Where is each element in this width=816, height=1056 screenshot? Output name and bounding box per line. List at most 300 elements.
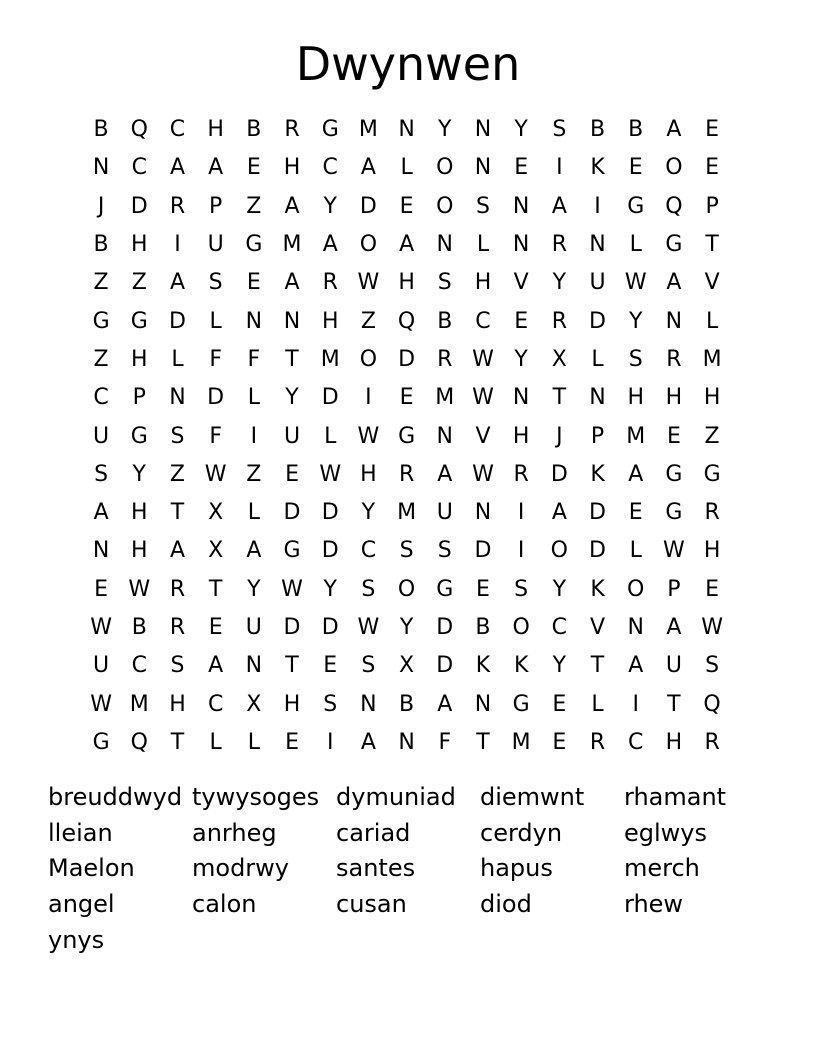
grid-letter: Z: [131, 270, 147, 296]
grid-letter: H: [474, 270, 492, 296]
grid-letter: A: [284, 270, 300, 296]
grid-letter: U: [245, 615, 262, 640]
grid-letter: M: [358, 117, 378, 143]
grid-letter: J: [556, 423, 563, 449]
puzzle-title: Dwynwen: [295, 37, 521, 91]
grid-letter: N: [169, 385, 186, 411]
grid-letter: O: [550, 538, 568, 564]
grid-letter: V: [704, 270, 720, 296]
grid-letter: A: [93, 500, 109, 526]
grid-letter: H: [207, 117, 224, 143]
grid-letter: H: [703, 538, 721, 564]
grid-letter: X: [208, 538, 224, 564]
grid-letter: A: [284, 193, 300, 219]
grid-letter: Y: [247, 576, 261, 602]
grid-letter: N: [512, 232, 530, 258]
grid-letter: A: [246, 538, 262, 564]
grid-letter: L: [629, 538, 642, 564]
grid-letter: R: [551, 232, 567, 258]
grid-letter: R: [704, 729, 720, 755]
grid-letter: B: [93, 232, 109, 258]
grid-letter: D: [589, 308, 606, 334]
grid-letter: O: [665, 155, 683, 181]
grid-letter: A: [666, 117, 682, 143]
grid-letter: S: [628, 346, 643, 372]
grid-letter: I: [556, 155, 563, 181]
grid-letter: S: [475, 193, 490, 219]
grid-letter: B: [131, 615, 147, 640]
grid-letter: K: [475, 653, 491, 679]
grid-letter: I: [517, 538, 525, 564]
grid-letter: Y: [399, 615, 414, 640]
grid-letter: G: [130, 423, 148, 449]
word-list-item: tywysoges: [192, 783, 320, 811]
grid-letter: R: [551, 308, 567, 334]
grid-letter: F: [247, 346, 261, 372]
word-list: [48, 780, 768, 958]
grid-letter: E: [285, 461, 299, 487]
grid-letter: G: [665, 232, 683, 258]
grid-letter: W: [624, 270, 647, 296]
grid-letter: R: [589, 729, 606, 755]
word-list-item: rhamant: [624, 783, 727, 811]
grid-letter: E: [399, 385, 414, 411]
grid-letter: H: [512, 423, 530, 449]
grid-letter: A: [551, 193, 567, 219]
grid-letter: D: [398, 346, 416, 372]
grid-letter: G: [436, 576, 454, 602]
grid-letter: C: [475, 308, 491, 334]
grid-letter: T: [285, 346, 299, 372]
grid-letter: G: [665, 500, 683, 526]
grid-letter: H: [283, 155, 301, 181]
grid-letter: K: [590, 461, 605, 487]
grid-letter: M: [282, 232, 302, 258]
grid-letter: H: [169, 691, 186, 717]
grid-letter: E: [246, 270, 261, 296]
grid-letter: X: [399, 653, 415, 679]
grid-letter: I: [250, 423, 258, 449]
grid-letter: B: [93, 117, 109, 143]
grid-letter: L: [324, 423, 337, 449]
grid-letter: W: [472, 461, 494, 487]
grid-letter: N: [512, 385, 530, 411]
grid-letter: G: [512, 691, 530, 717]
grid-letter: W: [128, 576, 151, 602]
grid-letter: K: [513, 653, 529, 679]
grid-letter: L: [591, 346, 604, 372]
grid-letter: Y: [552, 270, 567, 296]
grid-letter: U: [665, 653, 682, 679]
grid-letter: A: [437, 461, 453, 487]
grid-letter: E: [666, 423, 681, 449]
grid-letter: G: [92, 308, 110, 334]
grid-letter: H: [131, 346, 148, 372]
grid-letter: I: [365, 385, 372, 411]
grid-letter: K: [590, 155, 605, 181]
grid-letter: U: [436, 500, 453, 526]
grid-letter: A: [399, 232, 415, 258]
grid-letter: E: [705, 576, 720, 602]
grid-letter: A: [628, 653, 644, 679]
grid-letter: X: [208, 500, 224, 526]
grid-letter: Y: [628, 308, 643, 334]
word-list-item: calon: [192, 890, 257, 919]
grid-letter: H: [627, 385, 644, 411]
grid-letter: S: [323, 691, 338, 717]
grid-letter: G: [627, 193, 645, 219]
grid-letter: B: [589, 117, 606, 143]
grid-letter: T: [552, 385, 567, 411]
grid-letter: O: [627, 576, 645, 602]
grid-letter: A: [666, 615, 682, 640]
grid-letter: L: [591, 691, 604, 717]
grid-letter: W: [357, 615, 380, 640]
grid-letter: V: [475, 423, 491, 449]
grid-letter: K: [590, 576, 605, 602]
grid-letter: W: [319, 461, 342, 487]
grid-letter: R: [169, 615, 186, 640]
grid-letter: H: [665, 729, 683, 755]
grid-letter: D: [130, 193, 148, 219]
grid-letter: S: [94, 461, 109, 487]
grid-letter: H: [131, 232, 148, 258]
grid-letter: Z: [246, 461, 262, 487]
grid-letter: Y: [132, 461, 146, 487]
grid-letter: M: [397, 500, 417, 526]
word-list-item: santes: [336, 854, 416, 883]
grid-letter: S: [437, 270, 452, 296]
grid-letter: T: [476, 729, 490, 755]
grid-letter: H: [321, 308, 339, 334]
grid-letter: S: [705, 653, 720, 679]
grid-letter: I: [517, 500, 525, 526]
grid-letter: A: [628, 461, 644, 487]
grid-letter: N: [474, 691, 492, 717]
grid-letter: I: [594, 193, 601, 219]
grid-letter: N: [92, 538, 110, 564]
grid-letter: N: [398, 729, 415, 755]
grid-letter: N: [360, 691, 377, 717]
grid-letter: D: [321, 385, 339, 411]
grid-letter: S: [399, 538, 414, 564]
grid-letter: N: [589, 385, 606, 411]
grid-letter: E: [705, 155, 720, 181]
grid-letter: A: [360, 155, 376, 181]
grid-letter: C: [131, 653, 147, 679]
grid-letter: Y: [361, 500, 376, 526]
grid-letter: E: [628, 155, 643, 181]
grid-letter: N: [436, 232, 454, 258]
grid-letter: C: [628, 729, 644, 755]
grid-letter: S: [208, 270, 223, 296]
word-list-item: merch: [624, 854, 700, 883]
grid-letter: B: [246, 117, 262, 143]
grid-letter: N: [245, 308, 263, 334]
grid-letter: H: [703, 385, 721, 411]
grid-letter: M: [702, 346, 722, 372]
grid-letter: D: [589, 538, 606, 564]
grid-letter: X: [551, 346, 567, 372]
grid-letter: W: [357, 270, 380, 296]
grid-letter: P: [590, 423, 605, 449]
grid-letter: L: [629, 232, 642, 258]
word-list-item: lleian: [48, 818, 113, 847]
grid-letter: N: [665, 308, 683, 334]
grid-letter: D: [321, 538, 339, 564]
grid-letter: D: [321, 500, 339, 526]
word-list-item: Maelon: [48, 854, 135, 883]
grid-letter: Y: [438, 117, 452, 143]
grid-letter: T: [285, 653, 299, 679]
grid-letter: Z: [169, 461, 185, 487]
grid-letter: Q: [130, 729, 148, 755]
grid-letter: R: [513, 461, 529, 487]
word-list-item: cusan: [336, 890, 407, 919]
grid-letter: R: [169, 576, 186, 602]
word-list-item: rhew: [624, 890, 684, 919]
grid-letter: P: [209, 193, 223, 219]
grid-letter: P: [667, 576, 681, 602]
grid-letter: U: [93, 653, 110, 679]
grid-letter: C: [551, 615, 568, 640]
grid-letter: T: [170, 500, 185, 526]
grid-letter: H: [283, 691, 301, 717]
grid-letter: C: [93, 385, 109, 411]
grid-letter: I: [174, 232, 181, 258]
grid-letter: M: [626, 423, 646, 449]
grid-letter: D: [359, 193, 377, 219]
grid-letter: N: [436, 423, 454, 449]
grid-letter: D: [283, 615, 301, 640]
grid-letter: Q: [397, 308, 416, 334]
grid-letter: A: [666, 270, 682, 296]
grid-letter: B: [399, 691, 415, 717]
grid-letter: R: [284, 117, 300, 143]
grid-letter: W: [472, 346, 494, 372]
grid-letter: O: [436, 193, 454, 219]
grid-letter: L: [247, 729, 260, 755]
word-list-item: ynys: [48, 925, 105, 954]
grid-letter: C: [322, 155, 338, 181]
grid-letter: Y: [552, 576, 567, 602]
grid-letter: R: [169, 193, 186, 219]
grid-letter: W: [701, 615, 723, 640]
word-list-item: hapus: [480, 854, 553, 883]
grid-letter: E: [476, 576, 490, 602]
grid-letter: S: [514, 576, 529, 602]
word-list-item: breuddwyd: [48, 783, 183, 811]
grid-letter: A: [322, 232, 338, 258]
grid-letter: Q: [665, 193, 683, 219]
grid-letter: C: [131, 155, 147, 181]
grid-letter: F: [438, 729, 452, 755]
grid-letter: T: [208, 576, 223, 602]
grid-letter: Z: [704, 423, 720, 449]
grid-letter: E: [552, 729, 567, 755]
grid-letter: E: [399, 193, 414, 219]
grid-letter: H: [360, 461, 377, 487]
grid-letter: R: [437, 346, 453, 372]
grid-letter: L: [209, 729, 222, 755]
grid-letter: Y: [323, 576, 337, 602]
grid-letter: Q: [703, 691, 721, 717]
grid-letter: H: [398, 270, 415, 296]
grid-letter: O: [397, 576, 416, 602]
grid-letter: N: [474, 155, 492, 181]
grid-letter: W: [90, 615, 112, 640]
grid-letter: N: [398, 117, 415, 143]
grid-letter: U: [589, 270, 606, 296]
grid-letter: P: [705, 193, 719, 219]
grid-letter: N: [92, 155, 110, 181]
grid-letter: A: [437, 691, 453, 717]
grid-letter: V: [513, 270, 529, 296]
grid-letter: L: [209, 308, 222, 334]
grid-letter: C: [169, 117, 186, 143]
word-list-item: dymuniad: [336, 783, 456, 811]
grid-letter: E: [208, 615, 223, 640]
grid-letter: H: [665, 385, 683, 411]
grid-letter: O: [359, 232, 378, 258]
grid-letter: E: [246, 155, 261, 181]
grid-letter: A: [360, 729, 376, 755]
grid-letter: L: [476, 232, 490, 258]
grid-letter: Z: [360, 308, 376, 334]
grid-letter: W: [663, 538, 685, 564]
grid-letter: I: [326, 729, 334, 755]
grid-letter: R: [398, 461, 415, 487]
grid-letter: M: [129, 691, 149, 717]
grid-letter: S: [552, 117, 567, 143]
grid-letter: F: [209, 423, 222, 449]
grid-letter: C: [207, 691, 224, 717]
letter-grid: [82, 111, 731, 762]
grid-letter: O: [359, 346, 378, 372]
grid-letter: N: [474, 500, 492, 526]
grid-letter: C: [360, 538, 377, 564]
grid-letter: D: [436, 615, 454, 640]
grid-letter: G: [321, 117, 339, 143]
word-list-item: modrwy: [192, 854, 289, 883]
grid-letter: T: [170, 729, 185, 755]
grid-letter: L: [247, 385, 260, 411]
grid-letter: H: [131, 500, 148, 526]
grid-letter: O: [436, 155, 454, 181]
grid-letter: N: [283, 308, 301, 334]
grid-letter: W: [204, 461, 227, 487]
grid-letter: D: [207, 385, 225, 411]
grid-letter: D: [474, 538, 492, 564]
grid-letter: J: [97, 193, 105, 219]
grid-letter: S: [170, 653, 185, 679]
grid-letter: Y: [552, 653, 567, 679]
grid-letter: T: [705, 232, 719, 258]
grid-letter: W: [281, 576, 303, 602]
grid-letter: E: [514, 155, 529, 181]
word-list-item: diemwnt: [480, 783, 585, 811]
word-list-item: diod: [480, 890, 532, 919]
grid-letter: R: [666, 346, 682, 372]
grid-letter: S: [170, 423, 185, 449]
grid-letter: D: [589, 500, 606, 526]
grid-letter: E: [323, 653, 338, 679]
grid-letter: W: [90, 691, 112, 717]
grid-letter: S: [361, 576, 376, 602]
grid-letter: S: [361, 653, 376, 679]
grid-letter: E: [705, 117, 720, 143]
grid-letter: Z: [93, 346, 109, 372]
word-list-item: eglwys: [624, 818, 708, 847]
grid-letter: A: [169, 270, 185, 296]
grid-letter: Y: [323, 193, 337, 219]
grid-letter: U: [283, 423, 301, 449]
grid-letter: A: [551, 500, 567, 526]
grid-letter: G: [130, 308, 148, 334]
grid-letter: Y: [285, 385, 299, 411]
grid-letter: D: [168, 308, 186, 334]
word-list-item: cerdyn: [480, 818, 563, 847]
grid-letter: T: [667, 691, 681, 717]
word-list-item: angel: [48, 890, 115, 919]
grid-letter: L: [705, 308, 719, 334]
grid-letter: U: [207, 232, 224, 258]
grid-letter: G: [283, 538, 301, 564]
grid-letter: I: [632, 691, 639, 717]
grid-letter: E: [514, 308, 529, 334]
grid-letter: X: [246, 691, 262, 717]
grid-letter: N: [245, 653, 263, 679]
grid-letter: Z: [93, 270, 109, 296]
grid-letter: O: [512, 615, 530, 640]
grid-letter: G: [245, 232, 263, 258]
grid-letter: N: [627, 615, 644, 640]
grid-letter: G: [665, 461, 683, 487]
grid-letter: U: [93, 423, 110, 449]
grid-letter: F: [209, 346, 222, 372]
grid-letter: B: [628, 117, 644, 143]
grid-letter: M: [320, 346, 340, 372]
grid-letter: R: [322, 270, 338, 296]
grid-letter: Y: [514, 346, 528, 372]
grid-letter: R: [704, 500, 720, 526]
grid-letter: D: [550, 461, 568, 487]
grid-letter: M: [435, 385, 455, 411]
grid-letter: D: [321, 615, 339, 640]
grid-letter: L: [247, 500, 260, 526]
grid-letter: P: [132, 385, 146, 411]
grid-letter: L: [400, 155, 413, 181]
grid-letter: G: [703, 461, 721, 487]
grid-letter: Q: [130, 117, 148, 143]
grid-letter: S: [437, 538, 452, 564]
grid-letter: N: [474, 117, 492, 143]
grid-letter: W: [357, 423, 380, 449]
grid-letter: A: [208, 155, 224, 181]
grid-letter: Z: [246, 193, 262, 219]
grid-letter: D: [283, 500, 301, 526]
word-list-item: anrheg: [192, 818, 277, 847]
grid-letter: A: [169, 155, 185, 181]
grid-letter: V: [590, 615, 606, 640]
grid-letter: Y: [514, 117, 528, 143]
grid-letter: T: [590, 653, 605, 679]
grid-letter: E: [94, 576, 109, 602]
grid-letter: A: [208, 653, 224, 679]
grid-letter: B: [437, 308, 453, 334]
grid-letter: D: [436, 653, 454, 679]
grid-letter: H: [131, 538, 148, 564]
